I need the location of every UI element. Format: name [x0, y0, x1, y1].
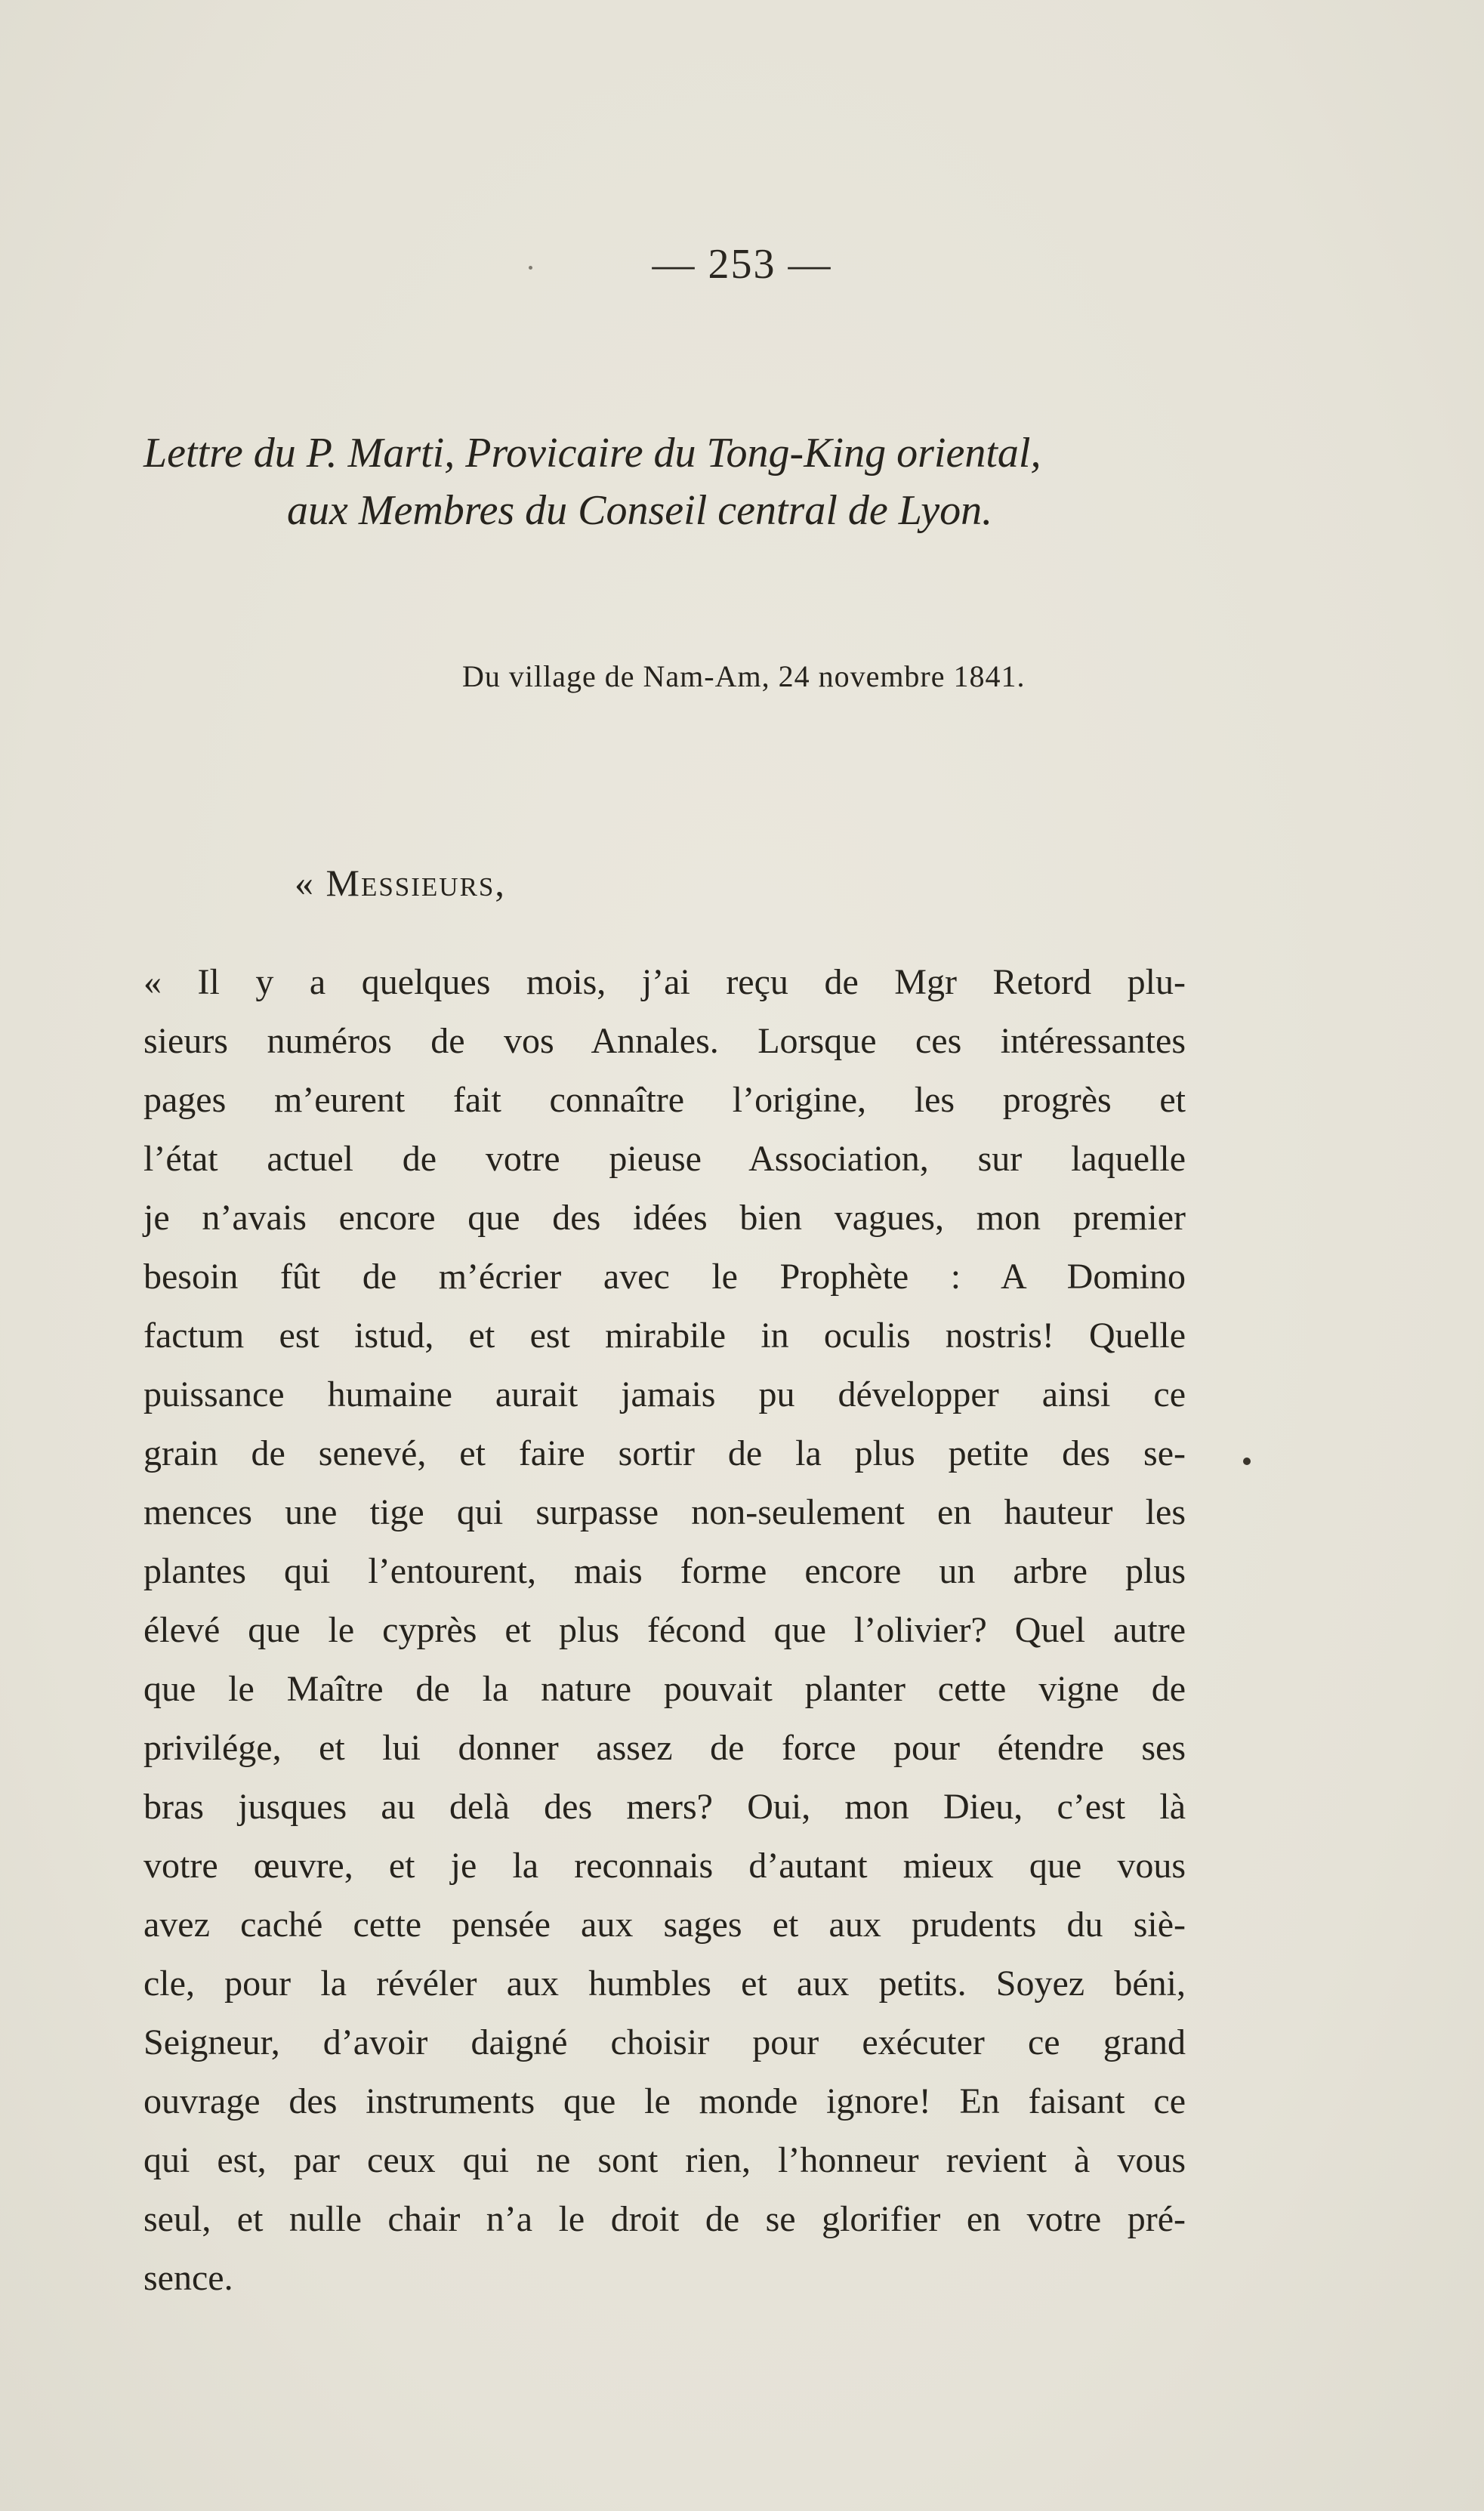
body-line: privilége, et lui donner assez de force pour étendre ses: [143, 1728, 1186, 1768]
body-line: puissance humaine aurait jamais pu développer ainsi ce: [143, 1374, 1186, 1414]
body-line: ouvrage des instruments que le monde ignore! En faisant ce: [143, 2081, 1186, 2121]
body-line: sieurs numéros de vos Annales. Lorsque ces intéressantes: [143, 1021, 1186, 1061]
body-line: cle, pour la révéler aux humbles et aux petits. Soyez béni,: [143, 1963, 1186, 2004]
body-line: « Il y a quelques mois, j’ai reçu de Mgr Retord plu-: [143, 962, 1186, 1002]
body-line: votre œuvre, et je la reconnais d’autant mieux que vous: [143, 1846, 1186, 1886]
salutation: « Messieurs,: [295, 862, 506, 904]
body-line: l’état actuel de votre pieuse Association, sur laquelle: [143, 1139, 1186, 1179]
body-line: Seigneur, d’avoir daigné choisir pour exécuter ce grand: [143, 2022, 1186, 2062]
body-line: je n’avais encore que des idées bien vagues, mon premier: [143, 1198, 1186, 1238]
body-line: factum est istud, et est mirabile in oculis nostris! Quelle: [143, 1316, 1186, 1356]
body-line: sence.: [143, 2258, 233, 2298]
body-line: pages m’eurent fait connaître l’origine, les progrès et: [143, 1080, 1186, 1120]
ink-speck: [1243, 1458, 1251, 1465]
body-line: mences une tige qui surpasse non-seulement en hauteur les: [143, 1492, 1186, 1532]
letter-body: [143, 953, 1186, 2308]
body-line: plantes qui l’entourent, mais forme encore un arbre plus: [143, 1551, 1186, 1591]
body-line: bras jusques au delà des mers? Oui, mon Dieu, c’est là: [143, 1787, 1186, 1827]
body-line: avez caché cette pensée aux sages et aux prudents du siè-: [143, 1905, 1186, 1945]
body-line: élevé que le cyprès et plus fécond que l’olivier? Quel autre: [143, 1610, 1186, 1650]
page-number: — 253 —: [652, 241, 832, 288]
body-line: qui est, par ceux qui ne sont rien, l’honneur revient à vous: [143, 2140, 1186, 2180]
body-line: que le Maître de la nature pouvait planter cette vigne de: [143, 1669, 1186, 1709]
ink-speck: [529, 266, 532, 270]
body-line: seul, et nulle chair n’a le droit de se glorifier en votre pré-: [143, 2199, 1186, 2239]
letter-title-line-2: aux Membres du Conseil central de Lyon.: [287, 487, 993, 534]
body-line: besoin fût de m’écrier avec le Prophète : A Domino: [143, 1257, 1186, 1297]
body-line: grain de senevé, et faire sortir de la plus petite des se-: [143, 1433, 1186, 1473]
letter-title-line-1: Lettre du P. Marti, Provicaire du Tong-King oriental,: [143, 430, 1041, 477]
dateline: Du village de Nam-Am, 24 novembre 1841.: [462, 659, 1026, 693]
